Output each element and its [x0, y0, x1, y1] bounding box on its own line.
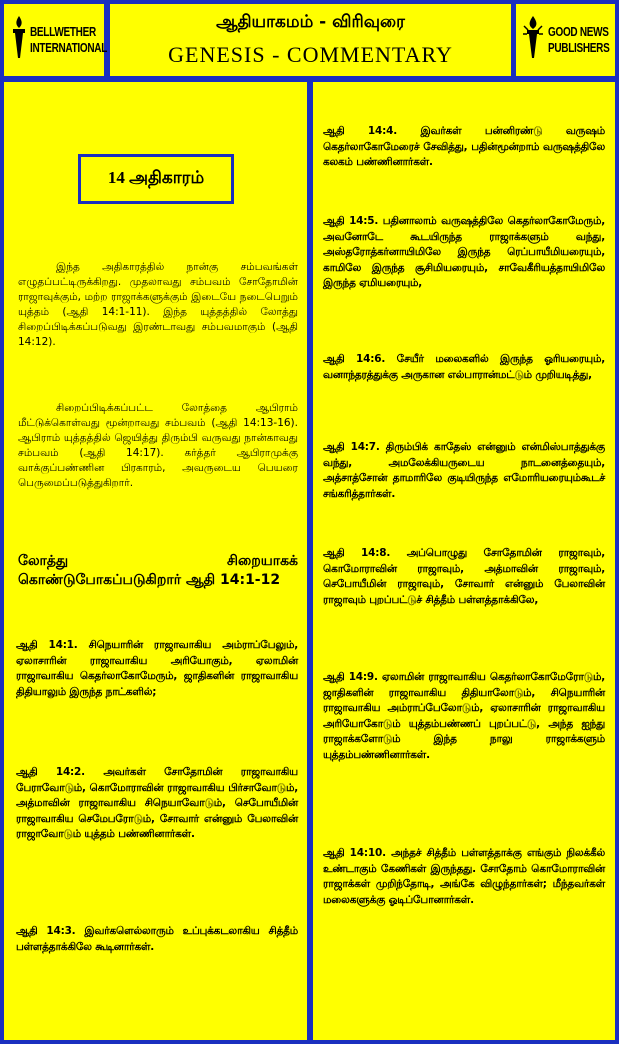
torch-icon	[522, 14, 546, 60]
chapter-title: 14 அதிகாரம்	[78, 154, 234, 204]
logo-line-2: PUBLISHERS	[548, 42, 610, 56]
verse: ஆதி 14:3. இவர்களெல்லாரும் உப்புக்கடலாகிய சித்தீம் பள்ளத்தாக்கிலே கூடினார்கள்.	[16, 925, 298, 953]
header-right-logo-panel	[516, 4, 615, 76]
bellwether-logo	[10, 14, 108, 66]
title-english: GENESIS - COMMENTARY	[168, 42, 453, 67]
logo-line-2: INTERNATIONAL	[30, 42, 108, 56]
good-news-logo	[522, 14, 610, 66]
section-heading: லோத்து சிறையாகக் கொண்டுபோகப்படுகிறார் ஆதி 14:1-12	[18, 553, 298, 588]
left-column	[4, 82, 307, 1040]
logo-line-1: BELLWETHER	[30, 26, 96, 40]
verse: ஆதி 14:1. சிநெயாரின் ராஜாவாகிய அம்ராப்பேலும், ஏலாசாரின் ராஜாவாகிய அரியோகும், ஏலாமின் ராஜாவாகிய கெதர்லாகோமேரும், ஜாதிகளின் ராஜாவாகிய திதியாலும் இருந்த நாட்களில்;	[16, 639, 298, 698]
verse: ஆதி 14:5. பதினாலாம் வருஷத்திலே கெதர்லாகோமேரும், அவனோடே கூடயிருந்த ராஜாக்களும் வந்து, அஸ்தரோத்கர்னாயிமிலே இருந்த ரெப்பாயீமியரையும், காமிலே இருந்த சூசிமியரையும், சாவேகீரியத்தாயிமிலே இருந்த ஏமியரையும்,	[323, 215, 605, 289]
verse: ஆதி 14:8. அப்பொழுது சோதோமின் ராஜாவும், கொமோராவின் ராஜாவும், அத்மாவின் ராஜாவும், செபோயீமின் ராஜாவும், சோவார் என்னும் பேலாவின் ராஜாவும் புறப்பட்டுச் சித்தீம் பள்ளத்தாக்கிலே,	[323, 547, 605, 606]
torch-icon	[10, 14, 28, 60]
verse: ஆதி 14:6. சேயீர் மலைகளில் இருந்த ஓரியரையும், வனாந்தரத்துக்கு அருகான எல்பாரான்மட்டும் முறியடித்து,	[323, 353, 605, 381]
logo-line-1: GOOD NEWS	[548, 26, 609, 40]
header-left-logo-panel	[4, 4, 108, 76]
verse: ஆதி 14:2. அவர்கள் சோதோமின் ராஜாவாகிய பேராவோடும், கொமோராவின் ராஜாவாகிய பிர்சாவோடும், அத்மாவின் ராஜாவாகிய சிநெயாவோடும், செபோயீமின் ராஜாவாகிய செமேபரோடும், சோவார் என்னும் பேலாவின் ராஜாவோடும் யுத்தம் பண்ணினார்கள்.	[16, 766, 298, 840]
intro-paragraph: இந்த அதிகாரத்தில் நான்கு சம்பவங்கள் எழுதப்பட்டிருக்கிறது. முதலாவது சம்பவம் சோதோமின் ராஜாவுக்கும், மற்ற ராஜாக்களுக்கும் இடையே நடைபெறும் யுத்தம் (ஆதி 14:1-11). இந்த யுத்தத்தில் லோத்து சிறைப்பிடிக்கப்படுவது இரண்டாவது சம்பவமாகும் (ஆதி 14:12).	[18, 261, 298, 348]
header-title-panel	[110, 4, 511, 76]
right-column	[313, 82, 615, 1040]
verse: ஆதி 14:10. அந்தச் சித்தீம் பள்ளத்தாக்கு எங்கும் நிலக்கீல் உண்டாகும் கேணிகள் இருந்தது. சோதோம் கொமோராவின் ராஜாக்கள் முறிந்தோடி, அங்கே விழுந்தார்கள்; மீந்தவர்கள் மலைகளுக்கு ஓடிப்போனார்கள்.	[323, 847, 605, 906]
intro-paragraph: சிறைப்பிடிக்கப்பட்ட லோத்தை ஆபிராம் மீட்டுக்கொள்வது மூன்றாவது சம்பவம் (ஆதி 14:13-16). ஆபிராம் யுத்தத்தில் ஜெயித்து திரும்பி வருவது நான்காவது சம்பவம் (ஆதி 14:17). கர்த்தர் ஆபிராமுக்கு வாக்குப்பண்ணின பிரகாரம், அவருடைய பெயரை பெருமைப்படுத்துகிறார்.	[18, 402, 298, 489]
verse: ஆதி 14:7. திரும்பிக் காதேஸ் என்னும் என்மிஸ்பாத்துக்கு வந்து, அமலேக்கியருடைய நாடனைத்தையும், அத்சாத்சோன் தாமாரிலே குடியிருந்த எமோரியரையும்கூடச் சங்கரித்தார்கள்.	[323, 441, 605, 500]
verse: ஆதி 14:4. இவர்கள் பன்னிரண்டு வருஷம் கெதர்லாகோமேரைச் சேவித்து, பதின்மூன்றாம் வருஷத்திலே கலகம் பண்ணினார்கள்.	[323, 125, 605, 168]
title-tamil: ஆதியாகமம் - விரிவுரை	[216, 12, 405, 32]
verse: ஆதி 14:9. ஏலாமின் ராஜாவாகிய கெதர்லாகோமேரோடும், ஜாதிகளின் ராஜாவாகிய திதியாலோடும், சிநெயாரின் ராஜாவாகிய அம்ராப்பேலோடும், ஏலாசாரின் ராஜாவாகிய அரியோகோடும் யுத்தம்பண்ணப் புறப்பட்டு, அந்த ஐந்து ராஜாக்களோடும் இந்த நாலு ராஜாக்களும் யுத்தம்பண்ணினார்கள்.	[323, 671, 605, 761]
